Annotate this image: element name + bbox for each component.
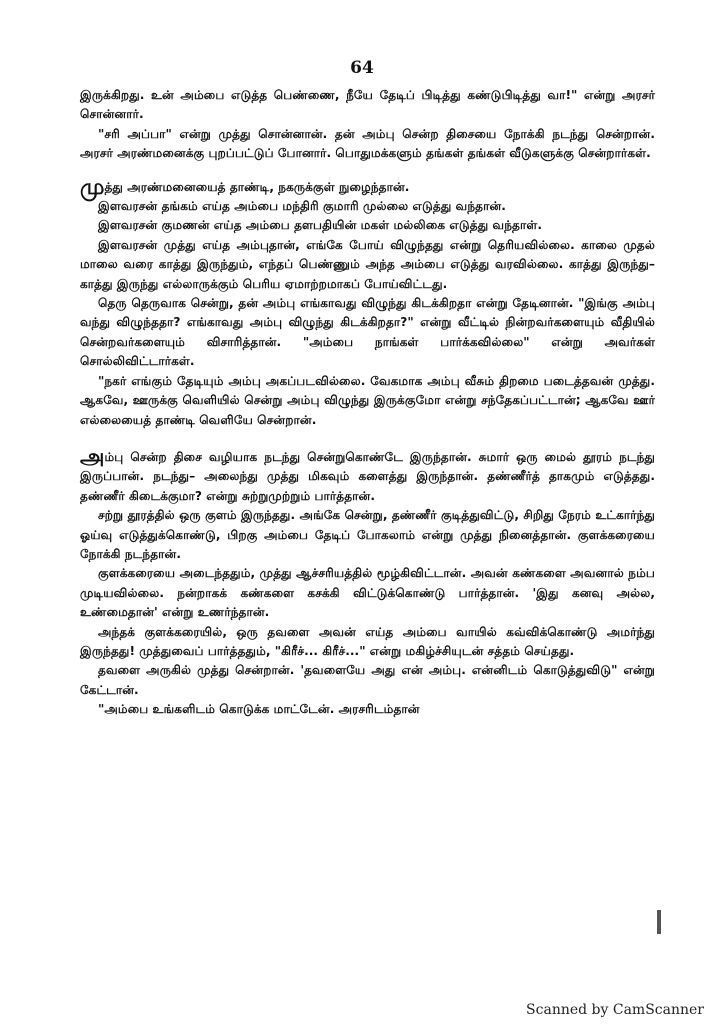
drop-cap: மு	[80, 174, 105, 200]
paragraph	[80, 444, 655, 506]
paragraph: இளவரசன் தங்கம் எய்த அம்பை மந்திரி குமாரி முல்லை எடுத்து வந்தான்.	[98, 199, 506, 214]
paragraph	[80, 174, 655, 200]
story-text	[80, 86, 655, 720]
paragraph: "நகர் எங்கும் தேடியும் அம்பு அகப்படவில்லை. வேகமாக அம்பு வீசும் திறமை படைத்தவன் முத்து. ஆகவே, ஊருக்கு வெளியில் சென்று அம்பு விழுந்து இருக்குமோ என்று சந்தேகப்பட்டான்; ஆகவே ஊர் எல்லையைத் தாண்டி வெளியே சென்றான்.	[80, 373, 655, 427]
paragraph: "அம்பை உங்களிடம் கொடுக்க மாட்டேன். அரசரிடம்தான்	[98, 702, 420, 717]
paragraph-text: ம்பு சென்ற திசை வழியாக நடந்து சென்றுகொண்டே இருந்தான். சுமார் ஒரு மைல் தூரம் நடந்து இருப்பான். நடந்து– அலைந்து முத்து மிகவும் களைத்து இருந்தான். தண்ணீர்த் தாகமும் எடுத்தது. தண்ணீர் கிடைக்குமா? என்று சுற்றுமுற்றும் பார்த்தான்.	[80, 449, 655, 503]
drop-cap: அ	[80, 444, 105, 470]
paragraph: இளவரசன் முத்து எய்த அம்புதான், எங்கே போய் விழுந்தது என்று தெரியவில்லை. காலை முதல் மாலை வரை காத்து இருந்தும், எந்தப் பெண்ணும் அந்த அம்பை எடுத்து வரவில்லை. காத்து இருந்து– காத்து இருந்து எல்லாருக்கும் பெரிய ஏமாற்றமாகப் போய்விட்டது.	[80, 237, 655, 291]
paragraph: இருக்கிறது. உன் அம்பை எடுத்த பெண்ணை, நீயே தேடிப் பிடித்து கண்டுபிடித்து வா!" என்று அரசர் சொன்னார்.	[80, 88, 655, 122]
paragraph-text: த்து அரண்மனையைத் தாண்டி, நகருக்குள் நுழைந்தான்.	[104, 179, 410, 194]
paragraph: இளவரசன் குமணன் எய்த அம்பை தளபதியின் மகள் மல்லிகை எடுத்து வந்தாள்.	[98, 218, 542, 233]
paragraph: குளக்கரையை அடைந்ததும், முத்து ஆச்சரியத்தில் மூழ்கிவிட்டான். அவன் கண்களை அவனால் நம்ப முடியவில்லை. நன்றாகக் கண்களை கசக்கி விட்டுக்கொண்டு பார்த்தான். 'இது கனவு அல்ல, உண்மைதான்' என்று உணர்ந்தான்.	[80, 566, 655, 620]
paragraph: தெரு தெருவாக சென்று, தன் அம்பு எங்காவது விழுந்து கிடக்கிறதா என்று தேடினான். "இங்கு அம்பு வந்து விழுந்ததா? எங்காவது அம்பு விழுந்து கிடக்கிறதா?" என்று வீட்டில் நின்றவர்களையும் வீதியில் சென்றவர்களையும் விசாரித்தான். "அம்பை நாங்கள் பார்க்கவில்லை" என்று அவர்கள் சொல்லிவிட்டார்கள்.	[80, 296, 655, 369]
paragraph: தவளை அருகில் முத்து சென்றான். 'தவளையே அது என் அம்பு. என்னிடம் கொடுத்துவிடு" என்று கேட்டான்.	[80, 663, 655, 697]
scan-edge-mark	[657, 910, 661, 934]
paragraph: அந்தக் குளக்கரையில், ஒரு தவளை அவன் எய்த அம்பை வாயில் கவ்விக்கொண்டு அமர்ந்து இருந்தது! முத்துவைப் பார்த்ததும், "கிரீச்... கிரீச்..." என்று மகிழ்ச்சியுடன் சத்தம் செய்தது.	[80, 624, 655, 658]
paragraph: சற்று தூரத்தில் ஒரு குளம் இருந்தது. அங்கே சென்று, தண்ணீர் குடித்துவிட்டு, சிறிது நேரம் உட்கார்ந்து ஓய்வு எடுத்துக்கொண்டு, பிறகு அம்பை தேடிப் போகலாம் என்று முத்து நினைத்தான். குளக்கரையை நோக்கி நடந்தான்.	[80, 508, 655, 561]
scanner-watermark: Scanned by CamScanner	[526, 1002, 704, 1018]
paragraph: "சரி அப்பா" என்று முத்து சொன்னான். தன் அம்பு சென்ற திசையை நோக்கி நடந்து சென்றான். அரசர் அரண்மனைக்கு புறப்பட்டுப் போனார். பொதுமக்களும் தங்கள் தங்கள் வீடுகளுக்கு சென்றார்கள்.	[80, 126, 655, 161]
page-number: 64	[350, 58, 374, 78]
